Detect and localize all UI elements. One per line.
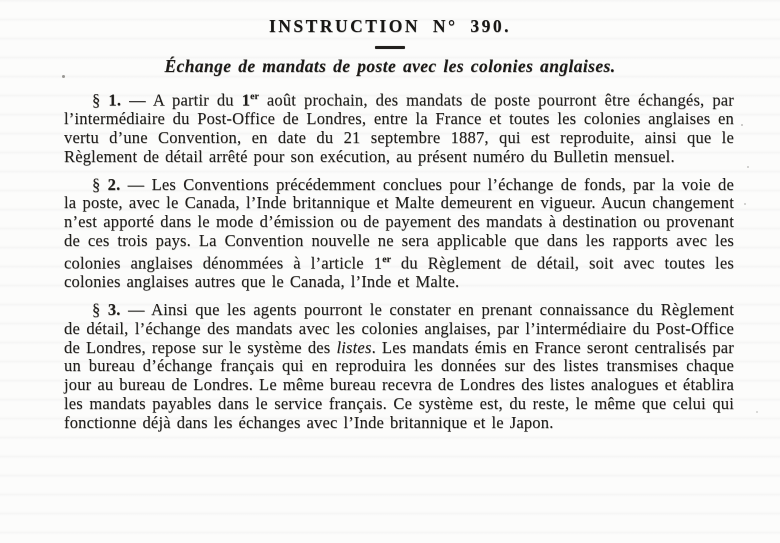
title-separator-rule (375, 46, 405, 49)
text-run: 1 (241, 90, 251, 110)
text-run: — Les Conventions précédemment conclues pour l’échange de fonds, par la voie de la poste, avec le Canada, l’Inde britannique et Malte demeurent en vigueur. Aucun changement n’est apporté dans le mode d’émission ou de payement des mandats à destination ou provenant de ces trois pays. La Convention nouvelle ne sera applicable que dans les rapports avec les colonies anglaises dénommées à l’article (64, 174, 734, 273)
text-run: er (382, 253, 391, 265)
text-run: du Règlement de détail, soit avec toutes les colonies anglaises autres que le Canada, l’Inde et Malte. (64, 253, 734, 292)
scan-speck (741, 124, 743, 126)
text-run: . Les mandats émis en France seront centralisés par un bureau d’échange français qui en reproduira les données sur des listes transmises chaque jour au bureau de Londres. Le même bureau recevra de Londres des listes analogues et établira les mandats payables dans le service français. Ce système est, du reste, le même que celui qui fonctionne déjà dans les échanges avec l’Inde britannique et le Japon. (64, 337, 734, 432)
text-run: 1 (373, 253, 383, 273)
paragraph-section-2 (64, 176, 734, 292)
text-run: — Ainsi que les agents pourront le constater en prenant connaissance du Règlement de détail, l’échange des mandats avec les colonies anglaises, par l’intermédiaire du Post-Office de Londres, repose sur le système des (64, 299, 734, 357)
text-run: 1. (108, 90, 122, 110)
scan-speck (747, 166, 749, 168)
paragraph-section-3 (64, 301, 734, 433)
text-run: listes (336, 337, 372, 357)
document-header (0, 0, 780, 77)
paragraph-section-1 (64, 88, 734, 167)
text-run: § (92, 174, 108, 194)
text-run: § (92, 90, 109, 110)
instruction-title: INSTRUCTION N° 390. (268, 16, 511, 36)
text-run: — A partir du (121, 90, 242, 110)
text-run: 2. (107, 174, 121, 194)
text-run: août prochain, des mandats de poste pourront être échangés, par l’intermédiaire du Post-Office de Londres, entre la France et toutes les colonies anglaises en vertu d’une Convention, en date du 21 septembre 1887, qui est reproduite, ainsi que le Règlement de détail arrêté pour son exécution, au présent numéro du Bulletin mensuel. (64, 90, 734, 166)
document-subtitle: Échange de mandats de poste avec les colonies anglaises. (164, 56, 616, 76)
scan-speck (744, 203, 746, 205)
scan-speck (756, 411, 758, 413)
text-run: er (250, 91, 259, 102)
document-body (0, 77, 780, 433)
text-run: 3. (107, 299, 121, 319)
text-run: § (92, 299, 108, 319)
scan-speck (62, 75, 65, 78)
